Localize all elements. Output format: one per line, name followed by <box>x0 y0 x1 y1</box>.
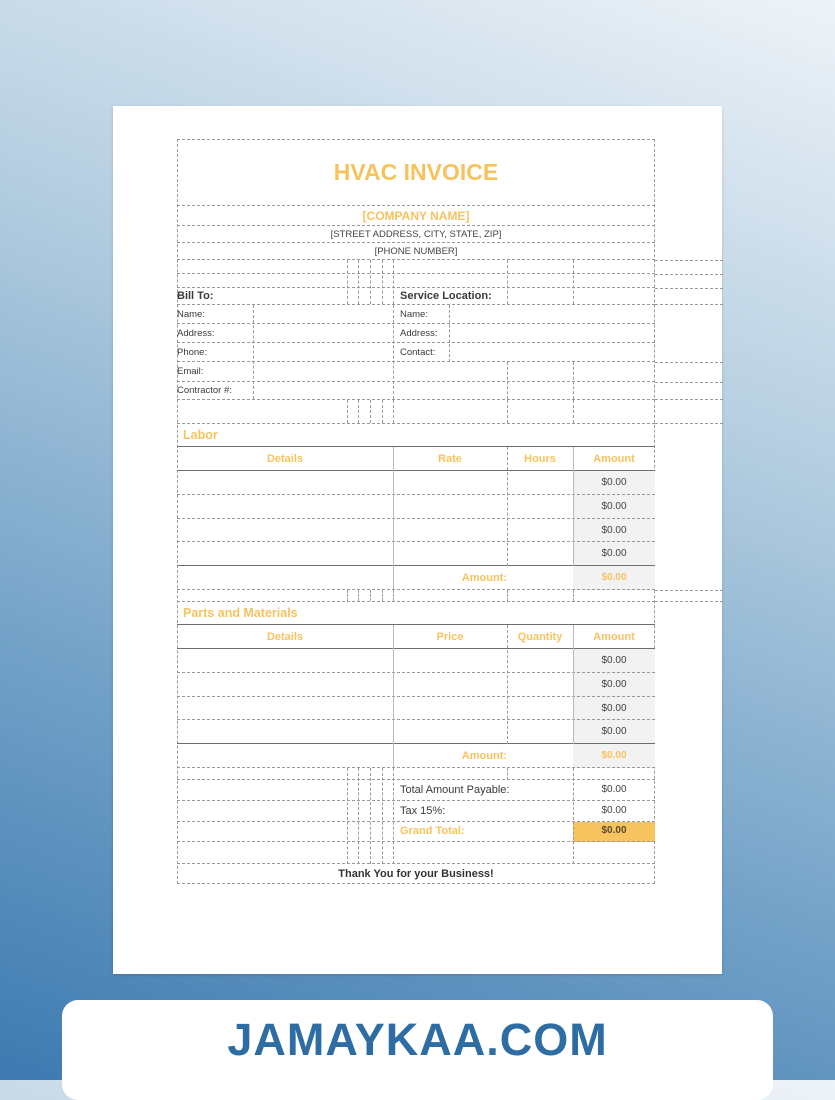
phone-row <box>177 243 655 260</box>
spacer-row <box>177 400 655 424</box>
parts-row-amount: $0.00 <box>601 703 627 714</box>
bill-row-name <box>177 305 655 324</box>
thank-you-note: Thank You for your Business! <box>338 868 494 880</box>
col-divider <box>507 447 508 566</box>
col-divider <box>358 768 359 864</box>
labor-col-hours: Hours <box>524 453 556 465</box>
labor-row <box>177 471 655 495</box>
col-divider <box>573 768 574 864</box>
ext-line <box>655 399 723 400</box>
parts-heading-row <box>177 602 655 625</box>
site-name: JAMAYKAA.COM <box>227 1014 608 1065</box>
service-location-heading: Service Location: <box>400 290 492 302</box>
street-address: [STREET ADDRESS, CITY, STATE, ZIP] <box>330 229 502 240</box>
parts-row-amount: $0.00 <box>601 726 627 737</box>
ext-line <box>655 274 723 275</box>
service-name-label: Name: <box>400 309 428 320</box>
parts-row-amount: $0.00 <box>601 655 627 666</box>
spacer-row <box>177 768 655 780</box>
col-divider <box>370 768 371 864</box>
col-divider <box>382 400 383 423</box>
parts-row <box>177 697 655 720</box>
grand-total-label: Grand Total: <box>400 825 465 837</box>
tax-label: Tax 15%: <box>400 805 446 817</box>
col-divider <box>507 590 508 601</box>
bill-to-heading: Bill To: <box>177 290 214 302</box>
parts-row-amount: $0.00 <box>601 679 627 690</box>
labor-subtotal-label: Amount: <box>461 572 507 584</box>
parts-header-row <box>177 625 655 649</box>
col-divider <box>358 590 359 601</box>
ext-line <box>655 260 723 261</box>
col-divider <box>573 590 574 601</box>
col-divider <box>393 590 394 601</box>
parts-col-price: Price <box>436 631 464 643</box>
col-divider <box>573 362 574 399</box>
footer-row <box>177 864 655 884</box>
labor-row-amount: $0.00 <box>601 525 627 536</box>
bill-email-label: Email: <box>177 366 204 377</box>
col-divider <box>449 305 450 362</box>
labor-row-amount: $0.00 <box>601 501 627 512</box>
party-heading-row <box>177 288 655 305</box>
col-divider <box>358 400 359 423</box>
col-divider <box>347 590 348 601</box>
col-divider <box>347 400 348 423</box>
labor-row <box>177 495 655 519</box>
labor-header-row <box>177 447 655 471</box>
col-divider <box>370 590 371 601</box>
col-divider <box>382 768 383 864</box>
col-divider <box>507 362 508 399</box>
col-divider <box>382 590 383 601</box>
ext-line <box>655 423 723 424</box>
labor-row <box>177 519 655 542</box>
invoice-page <box>113 106 722 974</box>
parts-subtotal-label: Amount: <box>461 750 507 762</box>
bill-contractor-label: Contractor #: <box>177 385 232 396</box>
tax-row <box>177 801 655 822</box>
parts-heading: Parts and Materials <box>183 606 298 620</box>
total-payable-value: $0.00 <box>601 784 627 795</box>
ext-line <box>655 382 723 383</box>
grand-total-value: $0.00 <box>601 825 627 836</box>
total-payable-label: Total Amount Payable: <box>400 784 510 796</box>
company-name: [COMPANY NAME] <box>362 209 470 223</box>
col-divider <box>573 400 574 423</box>
labor-heading-row <box>177 424 655 447</box>
invoice-title: HVAC INVOICE <box>333 159 499 185</box>
labor-col-details: Details <box>266 453 304 465</box>
parts-subtotal-value: $0.00 <box>601 750 627 761</box>
site-banner <box>62 1000 773 1100</box>
labor-col-rate: Rate <box>438 453 462 465</box>
address-row <box>177 226 655 243</box>
spacer-row <box>177 274 655 288</box>
col-divider <box>393 305 394 399</box>
bill-phone-label: Phone: <box>177 347 208 358</box>
service-contact-label: Contact: <box>400 347 436 358</box>
total-payable-row <box>177 780 655 801</box>
service-address-label: Address: <box>400 328 438 339</box>
labor-row-amount: $0.00 <box>601 548 627 559</box>
labor-row <box>177 542 655 566</box>
parts-col-details: Details <box>266 631 304 643</box>
parts-row <box>177 720 655 744</box>
ext-line <box>655 601 723 602</box>
title-row <box>177 139 655 206</box>
col-divider <box>370 400 371 423</box>
labor-subtotal-value: $0.00 <box>601 572 627 583</box>
spacer-row <box>177 842 655 864</box>
col-divider <box>393 400 394 423</box>
parts-row <box>177 673 655 697</box>
ext-line <box>655 304 723 305</box>
bill-address-label: Address: <box>177 328 215 339</box>
ext-line <box>655 362 723 363</box>
labor-row-amount: $0.00 <box>601 477 627 488</box>
col-divider <box>507 768 508 780</box>
parts-row <box>177 649 655 673</box>
labor-subtotal-row <box>177 566 655 590</box>
ext-line <box>655 590 723 591</box>
bill-row-address <box>177 324 655 343</box>
phone-number: [PHONE NUMBER] <box>374 246 458 257</box>
col-divider <box>393 768 394 864</box>
col-divider <box>507 625 508 744</box>
parts-subtotal-row <box>177 744 655 768</box>
bill-row-phone <box>177 343 655 362</box>
labor-heading: Labor <box>183 428 218 442</box>
ext-line <box>655 288 723 289</box>
bill-row-contractor <box>177 382 655 400</box>
bill-row-email <box>177 362 655 382</box>
tax-value: $0.00 <box>601 805 627 816</box>
spacer-row <box>177 590 655 602</box>
spacer-row <box>177 260 655 274</box>
bill-name-label: Name: <box>177 309 205 320</box>
parts-col-quantity: Quantity <box>517 631 563 643</box>
grand-total-row <box>177 822 655 842</box>
col-divider <box>507 400 508 423</box>
parts-col-amount: Amount <box>593 631 635 643</box>
col-divider <box>253 305 254 399</box>
labor-col-amount: Amount <box>593 453 635 465</box>
company-row <box>177 206 655 226</box>
col-divider <box>347 768 348 864</box>
